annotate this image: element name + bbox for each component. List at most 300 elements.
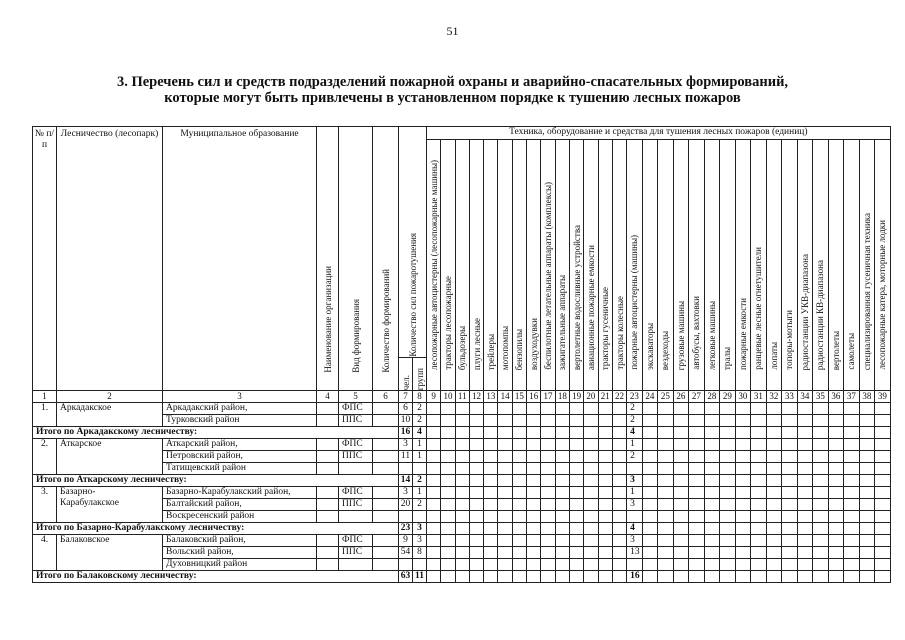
tech-cell bbox=[689, 487, 705, 499]
tech-cell bbox=[612, 571, 626, 583]
tech-cell bbox=[527, 547, 541, 559]
total-groups: 4 bbox=[413, 427, 427, 439]
tech-cell bbox=[498, 403, 512, 415]
tech-col-label: вертолетные водосливные устройства bbox=[571, 224, 582, 370]
tech-col-label: грузовые машины bbox=[675, 300, 686, 370]
tech-cell bbox=[735, 463, 751, 475]
tech-cell bbox=[797, 547, 813, 559]
tech-col-label: радиостанции КВ-диапазона bbox=[815, 259, 826, 370]
tech-cell bbox=[427, 403, 441, 415]
tech-cell bbox=[782, 547, 798, 559]
tech-cell bbox=[584, 511, 598, 523]
tech-cell bbox=[441, 547, 455, 559]
tech-cell bbox=[584, 487, 598, 499]
header-tech-col bbox=[782, 140, 798, 391]
tech-cell bbox=[828, 487, 844, 499]
tech-cell bbox=[751, 523, 767, 535]
tech-cell bbox=[813, 427, 829, 439]
org-name-cell bbox=[317, 547, 339, 559]
tech-cell bbox=[469, 439, 483, 451]
header-tech-col bbox=[689, 140, 705, 391]
tech-cell bbox=[720, 403, 736, 415]
column-number: 31 bbox=[751, 391, 767, 403]
total-label: Итого по Аркадакскому лесничеству: bbox=[33, 427, 399, 439]
column-number: 7 bbox=[399, 391, 413, 403]
header-municipality: Муниципальное образование bbox=[163, 127, 317, 391]
tech-cell bbox=[828, 403, 844, 415]
table-row bbox=[33, 439, 891, 451]
column-number: 4 bbox=[317, 391, 339, 403]
row-number: 1. bbox=[33, 403, 57, 427]
tech-cell bbox=[484, 499, 498, 511]
tech-col-label: ранцевые лесные огнетушители bbox=[753, 247, 764, 370]
tech-cell bbox=[612, 511, 626, 523]
header-type-cell bbox=[339, 127, 373, 391]
tech-cell bbox=[844, 475, 860, 487]
tech-cell bbox=[441, 439, 455, 451]
tech-cell bbox=[642, 559, 658, 571]
tech-cell bbox=[658, 571, 674, 583]
tech-col-label: лесопожарные автоцистерны (лесопожарные машины) bbox=[428, 160, 439, 370]
tech-cell bbox=[512, 499, 526, 511]
forestry-cell bbox=[57, 403, 163, 427]
tech-cell bbox=[469, 523, 483, 535]
tech-cell bbox=[642, 403, 658, 415]
tech-cell bbox=[859, 511, 875, 523]
tech-cell bbox=[427, 415, 441, 427]
formation-type-cell: ФПС bbox=[339, 403, 373, 415]
tech-cell bbox=[642, 439, 658, 451]
tech-cell bbox=[484, 487, 498, 499]
tech-cell bbox=[735, 403, 751, 415]
tech-cell bbox=[797, 463, 813, 475]
header-tech-col bbox=[541, 140, 555, 391]
tech-cell bbox=[875, 451, 891, 463]
tech-cell bbox=[441, 463, 455, 475]
title-line-2: которые могут быть привлечены в установленном порядке к тушению лесных пожаров bbox=[164, 90, 741, 106]
total-people: 23 bbox=[399, 523, 413, 535]
tech-cell bbox=[555, 547, 569, 559]
tech-cell bbox=[673, 451, 689, 463]
tech-cell bbox=[875, 415, 891, 427]
column-number: 11 bbox=[455, 391, 469, 403]
tech-cell bbox=[704, 547, 720, 559]
tech-cell bbox=[689, 403, 705, 415]
tech-col-label: авиационные пожарные емкости bbox=[585, 244, 596, 370]
tech-cell bbox=[875, 499, 891, 511]
document-title bbox=[0, 74, 905, 106]
tech-cell bbox=[569, 535, 583, 547]
tech-cell bbox=[642, 571, 658, 583]
formation-type-cell bbox=[339, 511, 373, 523]
tech-cell bbox=[766, 463, 782, 475]
tech-cell bbox=[469, 499, 483, 511]
tech-col-label: специализированная гусеничная техника bbox=[861, 212, 872, 370]
people-cell: 20 bbox=[399, 499, 413, 511]
tech-cell bbox=[813, 559, 829, 571]
tech-cell bbox=[598, 535, 612, 547]
header-tech-col bbox=[441, 140, 455, 391]
fire-trucks-cell: 3 bbox=[627, 499, 643, 511]
tech-cell bbox=[782, 403, 798, 415]
tech-cell bbox=[704, 523, 720, 535]
tech-cell bbox=[555, 571, 569, 583]
formation-type-cell: ППС bbox=[339, 499, 373, 511]
tech-col-label: трейлеры bbox=[485, 333, 496, 370]
formation-type-cell: ППС bbox=[339, 415, 373, 427]
tech-cell bbox=[598, 415, 612, 427]
tech-cell bbox=[569, 439, 583, 451]
tech-cell bbox=[584, 451, 598, 463]
municipality-cell: Базарно-Карабулакский район, bbox=[163, 487, 317, 499]
tech-cell bbox=[455, 523, 469, 535]
tech-cell bbox=[813, 535, 829, 547]
tech-cell bbox=[859, 571, 875, 583]
column-number: 13 bbox=[484, 391, 498, 403]
tech-cell bbox=[512, 487, 526, 499]
tech-cell bbox=[828, 475, 844, 487]
tech-cell bbox=[751, 427, 767, 439]
header-count-cell bbox=[373, 127, 399, 391]
tech-cell bbox=[584, 499, 598, 511]
tech-cell bbox=[484, 547, 498, 559]
tech-cell bbox=[512, 523, 526, 535]
formation-type-cell: ППС bbox=[339, 547, 373, 559]
tech-cell bbox=[875, 487, 891, 499]
column-number: 28 bbox=[704, 391, 720, 403]
tech-cell bbox=[569, 451, 583, 463]
column-number: 1 bbox=[33, 391, 57, 403]
people-cell: 9 bbox=[399, 535, 413, 547]
table-row bbox=[33, 535, 891, 547]
forestry-name-2: Карабулакское bbox=[60, 497, 119, 508]
tech-cell bbox=[673, 499, 689, 511]
tech-cell bbox=[555, 475, 569, 487]
column-number: 22 bbox=[612, 391, 626, 403]
header-tech-col bbox=[598, 140, 612, 391]
groups-cell bbox=[413, 463, 427, 475]
tech-cell bbox=[844, 415, 860, 427]
header-num: № п/п bbox=[33, 127, 57, 391]
tech-col-label: тралы bbox=[722, 346, 733, 370]
groups-cell: 2 bbox=[413, 415, 427, 427]
tech-cell bbox=[828, 415, 844, 427]
tech-cell bbox=[735, 475, 751, 487]
tech-cell bbox=[875, 547, 891, 559]
tech-cell bbox=[704, 487, 720, 499]
tech-cell bbox=[455, 487, 469, 499]
tech-cell bbox=[584, 427, 598, 439]
tech-cell bbox=[782, 415, 798, 427]
tech-cell bbox=[673, 415, 689, 427]
tech-cell bbox=[797, 535, 813, 547]
tech-cell bbox=[612, 451, 626, 463]
tech-cell bbox=[704, 427, 720, 439]
tech-cell bbox=[484, 511, 498, 523]
tech-cell bbox=[689, 547, 705, 559]
tech-cell bbox=[455, 559, 469, 571]
tech-cell bbox=[642, 451, 658, 463]
tech-cell bbox=[498, 523, 512, 535]
total-label: Итого по Аткарскому лесничеству: bbox=[33, 475, 399, 487]
tech-cell bbox=[584, 415, 598, 427]
tech-cell bbox=[584, 571, 598, 583]
forestry-name: Балаковское bbox=[60, 535, 110, 545]
tech-cell bbox=[735, 427, 751, 439]
tech-cell bbox=[813, 487, 829, 499]
column-number: 14 bbox=[498, 391, 512, 403]
total-people: 63 bbox=[399, 571, 413, 583]
column-number: 6 bbox=[373, 391, 399, 403]
column-number: 37 bbox=[844, 391, 860, 403]
people-cell: 10 bbox=[399, 415, 413, 427]
tech-cell bbox=[569, 475, 583, 487]
tech-cell bbox=[598, 403, 612, 415]
tech-cell bbox=[527, 439, 541, 451]
header-tech-col bbox=[673, 140, 689, 391]
forestry-cell bbox=[57, 487, 163, 523]
column-number: 3 bbox=[163, 391, 317, 403]
tech-cell bbox=[689, 427, 705, 439]
header-tech-col bbox=[527, 140, 541, 391]
header-tech-col bbox=[735, 140, 751, 391]
tech-cell bbox=[766, 487, 782, 499]
tech-cell bbox=[427, 451, 441, 463]
tech-cell bbox=[875, 439, 891, 451]
tech-cell bbox=[658, 463, 674, 475]
tech-cell bbox=[541, 475, 555, 487]
tech-cell bbox=[498, 487, 512, 499]
tech-cell bbox=[569, 415, 583, 427]
people-cell: 6 bbox=[399, 403, 413, 415]
tech-cell bbox=[427, 499, 441, 511]
tech-cell bbox=[813, 571, 829, 583]
tech-col-label: вездеходы bbox=[660, 330, 671, 370]
tech-cell bbox=[642, 547, 658, 559]
tech-cell bbox=[612, 487, 626, 499]
tech-cell bbox=[612, 403, 626, 415]
tech-cell bbox=[797, 571, 813, 583]
municipality-cell: Вольский район, bbox=[163, 547, 317, 559]
tech-cell bbox=[441, 427, 455, 439]
tech-cell bbox=[813, 511, 829, 523]
municipality-cell: Балтайский район, bbox=[163, 499, 317, 511]
tech-cell bbox=[569, 499, 583, 511]
org-name-cell bbox=[317, 439, 339, 451]
header-tech-col bbox=[813, 140, 829, 391]
org-name-cell bbox=[317, 559, 339, 571]
tech-cell bbox=[527, 499, 541, 511]
tech-col-label: тракторы лесопожарные bbox=[442, 276, 453, 370]
municipality-cell: Воскресенский район bbox=[163, 511, 317, 523]
tech-cell bbox=[720, 415, 736, 427]
tech-cell bbox=[658, 547, 674, 559]
tech-cell bbox=[751, 403, 767, 415]
tech-cell bbox=[813, 475, 829, 487]
tech-cell bbox=[584, 403, 598, 415]
forestry-name: Аркадакское bbox=[60, 403, 112, 413]
tech-cell bbox=[541, 535, 555, 547]
total-row bbox=[33, 571, 891, 583]
tech-cell bbox=[612, 523, 626, 535]
tech-cell bbox=[512, 547, 526, 559]
tech-col-label: легковые машины bbox=[706, 300, 717, 370]
municipality-cell: Аткарский район, bbox=[163, 439, 317, 451]
tech-cell bbox=[859, 415, 875, 427]
total-row bbox=[33, 475, 891, 487]
tech-cell bbox=[797, 487, 813, 499]
tech-cell bbox=[782, 451, 798, 463]
header-tech-col bbox=[484, 140, 498, 391]
formation-count-cell bbox=[373, 439, 399, 451]
tech-cell bbox=[875, 571, 891, 583]
tech-col-label: радиостанции УКВ-диапазона bbox=[799, 253, 810, 370]
tech-col-label: самолеты bbox=[846, 333, 857, 370]
tech-cell bbox=[541, 427, 555, 439]
tech-cell bbox=[541, 499, 555, 511]
tech-col-label: тракторы гусеничные bbox=[600, 286, 611, 370]
tech-cell bbox=[555, 463, 569, 475]
tech-cell bbox=[673, 427, 689, 439]
tech-cell bbox=[689, 463, 705, 475]
tech-cell bbox=[512, 415, 526, 427]
people-cell bbox=[399, 463, 413, 475]
column-number: 23 bbox=[627, 391, 643, 403]
tech-cell bbox=[720, 523, 736, 535]
tech-cell bbox=[642, 487, 658, 499]
tech-cell bbox=[484, 559, 498, 571]
tech-cell bbox=[658, 487, 674, 499]
column-number: 21 bbox=[598, 391, 612, 403]
tech-cell bbox=[455, 475, 469, 487]
header-tech-col bbox=[751, 140, 767, 391]
tech-cell bbox=[455, 571, 469, 583]
tech-cell bbox=[844, 499, 860, 511]
tech-cell bbox=[512, 571, 526, 583]
tech-cell bbox=[844, 451, 860, 463]
tech-col-label: лесопожарные катера, моторные лодки bbox=[877, 220, 888, 370]
tech-cell bbox=[512, 511, 526, 523]
tech-cell bbox=[541, 511, 555, 523]
column-number: 20 bbox=[584, 391, 598, 403]
tech-cell bbox=[427, 535, 441, 547]
tech-cell bbox=[766, 403, 782, 415]
tech-cell bbox=[441, 451, 455, 463]
tech-cell bbox=[735, 559, 751, 571]
tech-cell bbox=[766, 571, 782, 583]
tech-cell bbox=[658, 499, 674, 511]
tech-cell bbox=[813, 499, 829, 511]
tech-cell bbox=[844, 511, 860, 523]
tech-cell bbox=[555, 415, 569, 427]
table-row bbox=[33, 403, 891, 415]
tech-cell bbox=[569, 571, 583, 583]
row-number: 4. bbox=[33, 535, 57, 571]
tech-cell bbox=[598, 523, 612, 535]
tech-cell bbox=[469, 403, 483, 415]
tech-cell bbox=[797, 451, 813, 463]
tech-cell bbox=[527, 535, 541, 547]
tech-cell bbox=[875, 559, 891, 571]
tech-cell bbox=[720, 487, 736, 499]
total-fire-trucks: 4 bbox=[627, 427, 643, 439]
column-number: 24 bbox=[642, 391, 658, 403]
tech-cell bbox=[498, 427, 512, 439]
tech-cell bbox=[735, 499, 751, 511]
tech-cell bbox=[844, 439, 860, 451]
tech-cell bbox=[859, 427, 875, 439]
tech-cell bbox=[441, 511, 455, 523]
header-tech-col bbox=[797, 140, 813, 391]
header-tech-col bbox=[627, 140, 643, 391]
tech-cell bbox=[455, 535, 469, 547]
total-fire-trucks: 16 bbox=[627, 571, 643, 583]
column-number: 2 bbox=[57, 391, 163, 403]
tech-cell bbox=[612, 535, 626, 547]
tech-cell bbox=[859, 403, 875, 415]
tech-cell bbox=[875, 403, 891, 415]
tech-cell bbox=[751, 475, 767, 487]
tech-cell bbox=[541, 547, 555, 559]
tech-cell bbox=[498, 571, 512, 583]
column-number: 15 bbox=[512, 391, 526, 403]
tech-cell bbox=[498, 535, 512, 547]
tech-cell bbox=[498, 451, 512, 463]
municipality-cell: Петровский район, bbox=[163, 451, 317, 463]
tech-cell bbox=[658, 535, 674, 547]
tech-cell bbox=[859, 559, 875, 571]
total-fire-trucks: 4 bbox=[627, 523, 643, 535]
total-row bbox=[33, 427, 891, 439]
header-tech-col bbox=[704, 140, 720, 391]
tech-cell bbox=[512, 427, 526, 439]
tech-col-label: вертолеты bbox=[830, 330, 841, 370]
formation-type-cell: ФПС bbox=[339, 487, 373, 499]
total-label: Итого по Балаковскому лесничеству: bbox=[33, 571, 399, 583]
tech-cell bbox=[484, 463, 498, 475]
total-row bbox=[33, 523, 891, 535]
org-name-cell bbox=[317, 415, 339, 427]
tech-cell bbox=[598, 439, 612, 451]
tech-cell bbox=[541, 463, 555, 475]
tech-cell bbox=[720, 571, 736, 583]
formation-count-cell bbox=[373, 415, 399, 427]
header-tech-col bbox=[512, 140, 526, 391]
tech-cell bbox=[751, 451, 767, 463]
groups-cell: 1 bbox=[413, 439, 427, 451]
total-label: Итого по Базарно-Карабулакскому лесничеству: bbox=[33, 523, 399, 535]
tech-cell bbox=[766, 439, 782, 451]
tech-cell bbox=[555, 427, 569, 439]
column-number: 9 bbox=[427, 391, 441, 403]
header-tech-col bbox=[766, 140, 782, 391]
tech-cell bbox=[720, 499, 736, 511]
total-fire-trucks: 3 bbox=[627, 475, 643, 487]
tech-cell bbox=[782, 523, 798, 535]
table-row bbox=[33, 487, 891, 499]
tech-cell bbox=[427, 439, 441, 451]
tech-cell bbox=[844, 547, 860, 559]
tech-cell bbox=[766, 427, 782, 439]
column-number: 26 bbox=[673, 391, 689, 403]
groups-cell: 2 bbox=[413, 499, 427, 511]
tech-cell bbox=[441, 571, 455, 583]
tech-cell bbox=[484, 415, 498, 427]
header-people: чел. bbox=[400, 374, 411, 390]
tech-cell bbox=[484, 523, 498, 535]
tech-cell bbox=[704, 559, 720, 571]
tech-cell bbox=[469, 463, 483, 475]
